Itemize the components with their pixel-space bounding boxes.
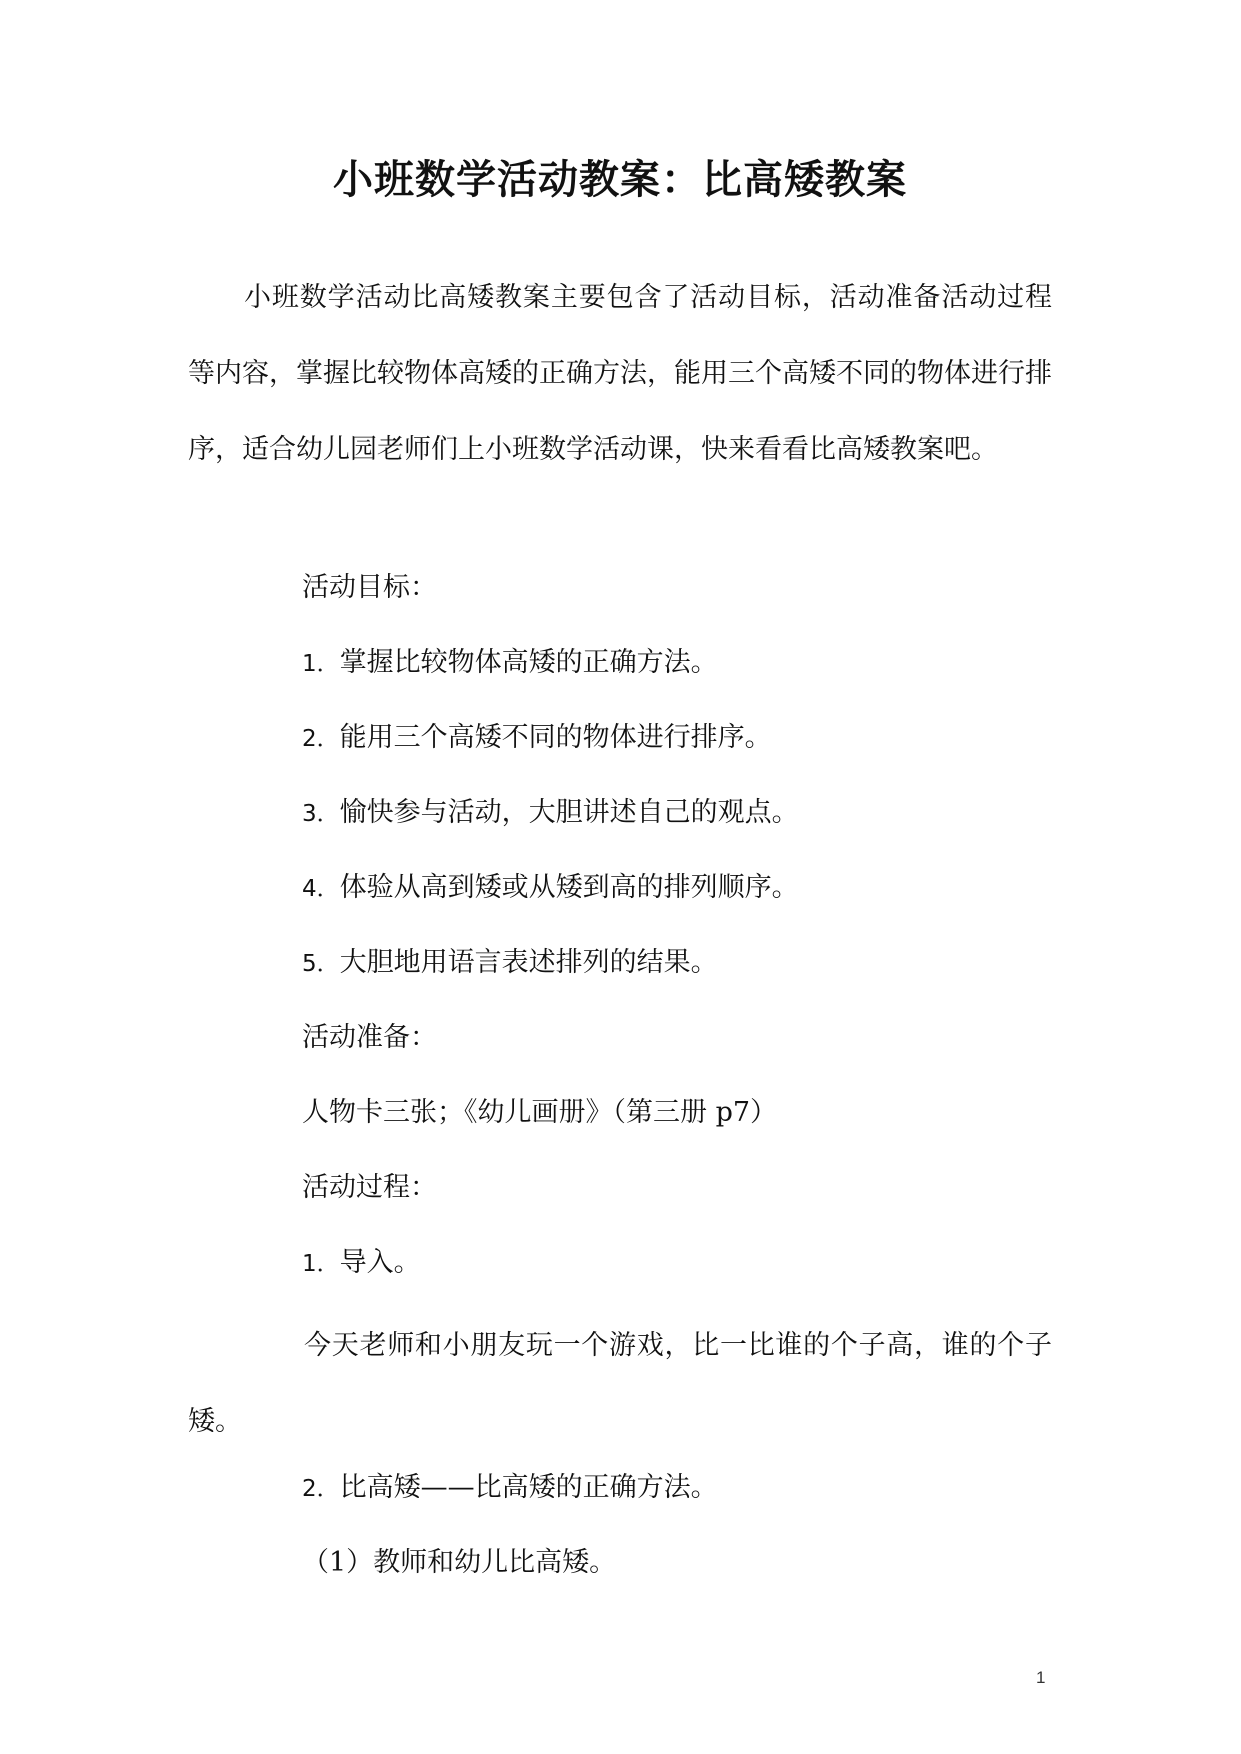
goal-item-3 <box>302 793 799 834</box>
step-2-subitem: （1）教师和幼儿比高矮。 <box>302 1547 617 1578</box>
goal-item-5 <box>302 943 718 984</box>
document-title: 小班数学活动教案：比高矮教案 <box>333 156 907 203</box>
goal-item-2 <box>302 718 772 759</box>
goal-number: 3． <box>302 801 340 827</box>
goal-item-4 <box>302 868 799 909</box>
page-number: 1 <box>1036 1668 1046 1687</box>
prep-text: 人物卡三张；《幼儿画册》（第三册 p7） <box>302 1097 778 1128</box>
process-heading: 活动过程： <box>302 1172 437 1203</box>
intro-paragraph: 小班数学活动比高矮教案主要包含了活动目标，活动准备活动过程等内容，掌握比较物体高矮的正确方法，能用三个高矮不同的物体进行排序，适合幼儿园老师们上小班数学活动课，快来看看比高矮教案吧。 <box>188 282 1052 465</box>
goal-text: 体验从高到矮或从矮到高的排列顺序。 <box>339 872 799 903</box>
goal-number: 2． <box>302 726 340 752</box>
goal-item-1 <box>302 643 718 684</box>
step-text: 导入。 <box>339 1247 421 1278</box>
step-2 <box>302 1468 718 1509</box>
step-text: 比高矮——比高矮的正确方法。 <box>339 1472 718 1503</box>
goal-number: 4． <box>302 876 340 902</box>
goal-text: 能用三个高矮不同的物体进行排序。 <box>339 722 772 753</box>
step-1 <box>302 1243 421 1284</box>
goals-heading: 活动目标： <box>302 572 437 603</box>
goal-text: 愉快参与活动，大胆讲述自己的观点。 <box>339 797 799 828</box>
goal-text: 大胆地用语言表述排列的结果。 <box>339 947 718 978</box>
step-number: 2． <box>302 1476 340 1502</box>
prep-heading: 活动准备： <box>302 1022 437 1053</box>
step-number: 1． <box>302 1251 340 1277</box>
goal-text: 掌握比较物体高矮的正确方法。 <box>339 647 718 678</box>
step-1-paragraph: 今天老师和小朋友玩一个游戏，比一比谁的个子高，谁的个子矮。 <box>188 1330 1052 1437</box>
goal-number: 5． <box>302 951 340 977</box>
goal-number: 1． <box>302 651 340 677</box>
